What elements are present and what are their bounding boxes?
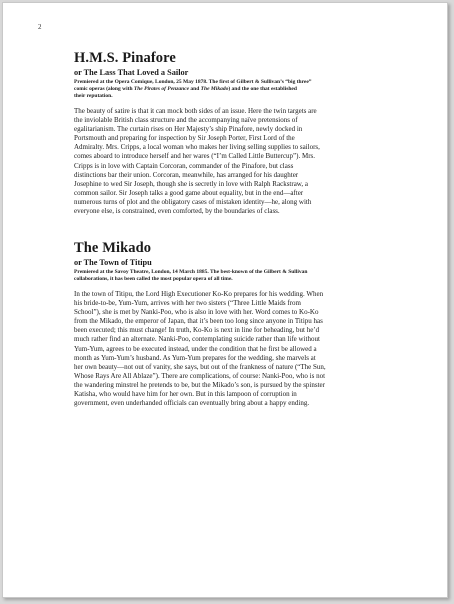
premiere-note-line: Premiered at the Savoy Theatre, London, 14 March 1885. The best-known of the Gilbert & Sullivan (74, 269, 308, 275)
synopsis-line: distinctions bar their union. Corcoran, meanwhile, has arranged for his daughter (74, 170, 299, 179)
section-subtitle: or The Town of Titipu (74, 258, 152, 267)
synopsis-line: Josephine to wed Sir Joseph, though she is secretly in love with Ralph Rackstraw, a (74, 179, 309, 188)
synopsis-line: the wandering minstrel he pretends to be, but the Mikado’s son, is pursued by the spinster (74, 380, 325, 389)
synopsis-line: egalitarianism. The curtain rises on Her Majesty’s ship Pinafore, newly docked in (74, 125, 303, 134)
section-title: H.M.S. Pinafore (74, 50, 176, 66)
synopsis-paragraph (74, 290, 398, 408)
synopsis-line: common sailor. Sir Joseph talks a good game about equality, but in the end—after (74, 188, 304, 197)
synopsis-line: In the town of Titipu, the Lord High Executioner Ko-Ko prepares for his wedding. When (74, 290, 324, 298)
document-page (2, 2, 448, 598)
page-number: 2 (38, 23, 42, 31)
premiere-note-line: their reputation. (74, 93, 113, 99)
synopsis-line: everyone else, is constrained, even comforted, by the boundaries of class. (74, 207, 280, 216)
premiere-note-line: collaborations, it has been called the most popular opera of all time. (74, 276, 233, 282)
premiere-note-line: Premiered at the Opera Comique, London, 25 May 1878. The first of Gilbert & Sullivan’s “big three” (74, 79, 312, 85)
synopsis-line: School”), she is met by Nanki-Poo, who is also in love with her. Word comes to Ko-Ko (74, 308, 319, 317)
premiere-note (74, 269, 398, 283)
section-title: The Mikado (74, 240, 152, 256)
synopsis-line: Yum-Yum, agrees to be executed instead, under the condition that he first be allowed a (74, 344, 317, 353)
synopsis-line: his bride-to-be, Yum-Yum, arrives with her two sisters (“Three Little Maids from (74, 299, 301, 308)
synopsis-line: Portsmouth and preparing for inspection by Sir Joseph Porter, First Lord of the (74, 134, 295, 143)
section-subtitle: or The Lass That Loved a Sailor (74, 68, 189, 77)
synopsis-paragraph (74, 107, 398, 216)
synopsis-line: government, even underhanded officials can eventually bring about a happy ending. (74, 399, 310, 408)
section-the-mikado (74, 240, 398, 408)
section-hms-pinafore (74, 50, 398, 216)
synopsis-line: her own beauty—not out of vanity, she says, but out of the frankness of nature (“The Sun, (74, 362, 326, 371)
synopsis-line: numerous turns of plot and the obligatory cases of mistaken identity—he, along with (74, 197, 312, 206)
premiere-note (74, 79, 398, 100)
synopsis-line: much rather find an alternate. Nanki-Poo, contemplating suicide rather than life without (74, 335, 320, 344)
synopsis-line: the inviolable British class structure and the accompanying naïve pretensions of (74, 116, 298, 125)
synopsis-line: from the Mikado, the emperor of Japan, that it’s been too long since anyone in Titipu has (74, 317, 323, 326)
synopsis-line: Whose Rays Are All Ablaze”). There are complications, of course: Nanki-Poo, who is not (74, 371, 326, 380)
synopsis-line: Cripps is in love with Captain Corcoran, commander of the Pinafore, but class (74, 161, 294, 170)
synopsis-line: The beauty of satire is that it can mock both sides of an issue. Here the twin targets are (74, 107, 317, 115)
synopsis-line: month as Yum-Yum’s husband. As Yum-Yum prepares for the wedding, she marvels at (74, 353, 316, 362)
synopsis-line: comes aboard to introduce herself and her wares (“I’m Called Little Buttercup”). Mrs. (74, 152, 316, 161)
synopsis-line: Admiralty. Mrs. Cripps, a local woman who makes her living selling supplies to sailors, (74, 143, 320, 152)
synopsis-line: Katisha, who would have him for her own. But in this lampoon of corruption in (74, 390, 297, 399)
premiere-note-line: comic operas (along with The Pirates of Penzance and The Mikado) and the one that established (74, 86, 297, 92)
synopsis-line: been executed; this must change! In truth, Ko-Ko is next in line for beheading, but he’d (74, 326, 320, 335)
